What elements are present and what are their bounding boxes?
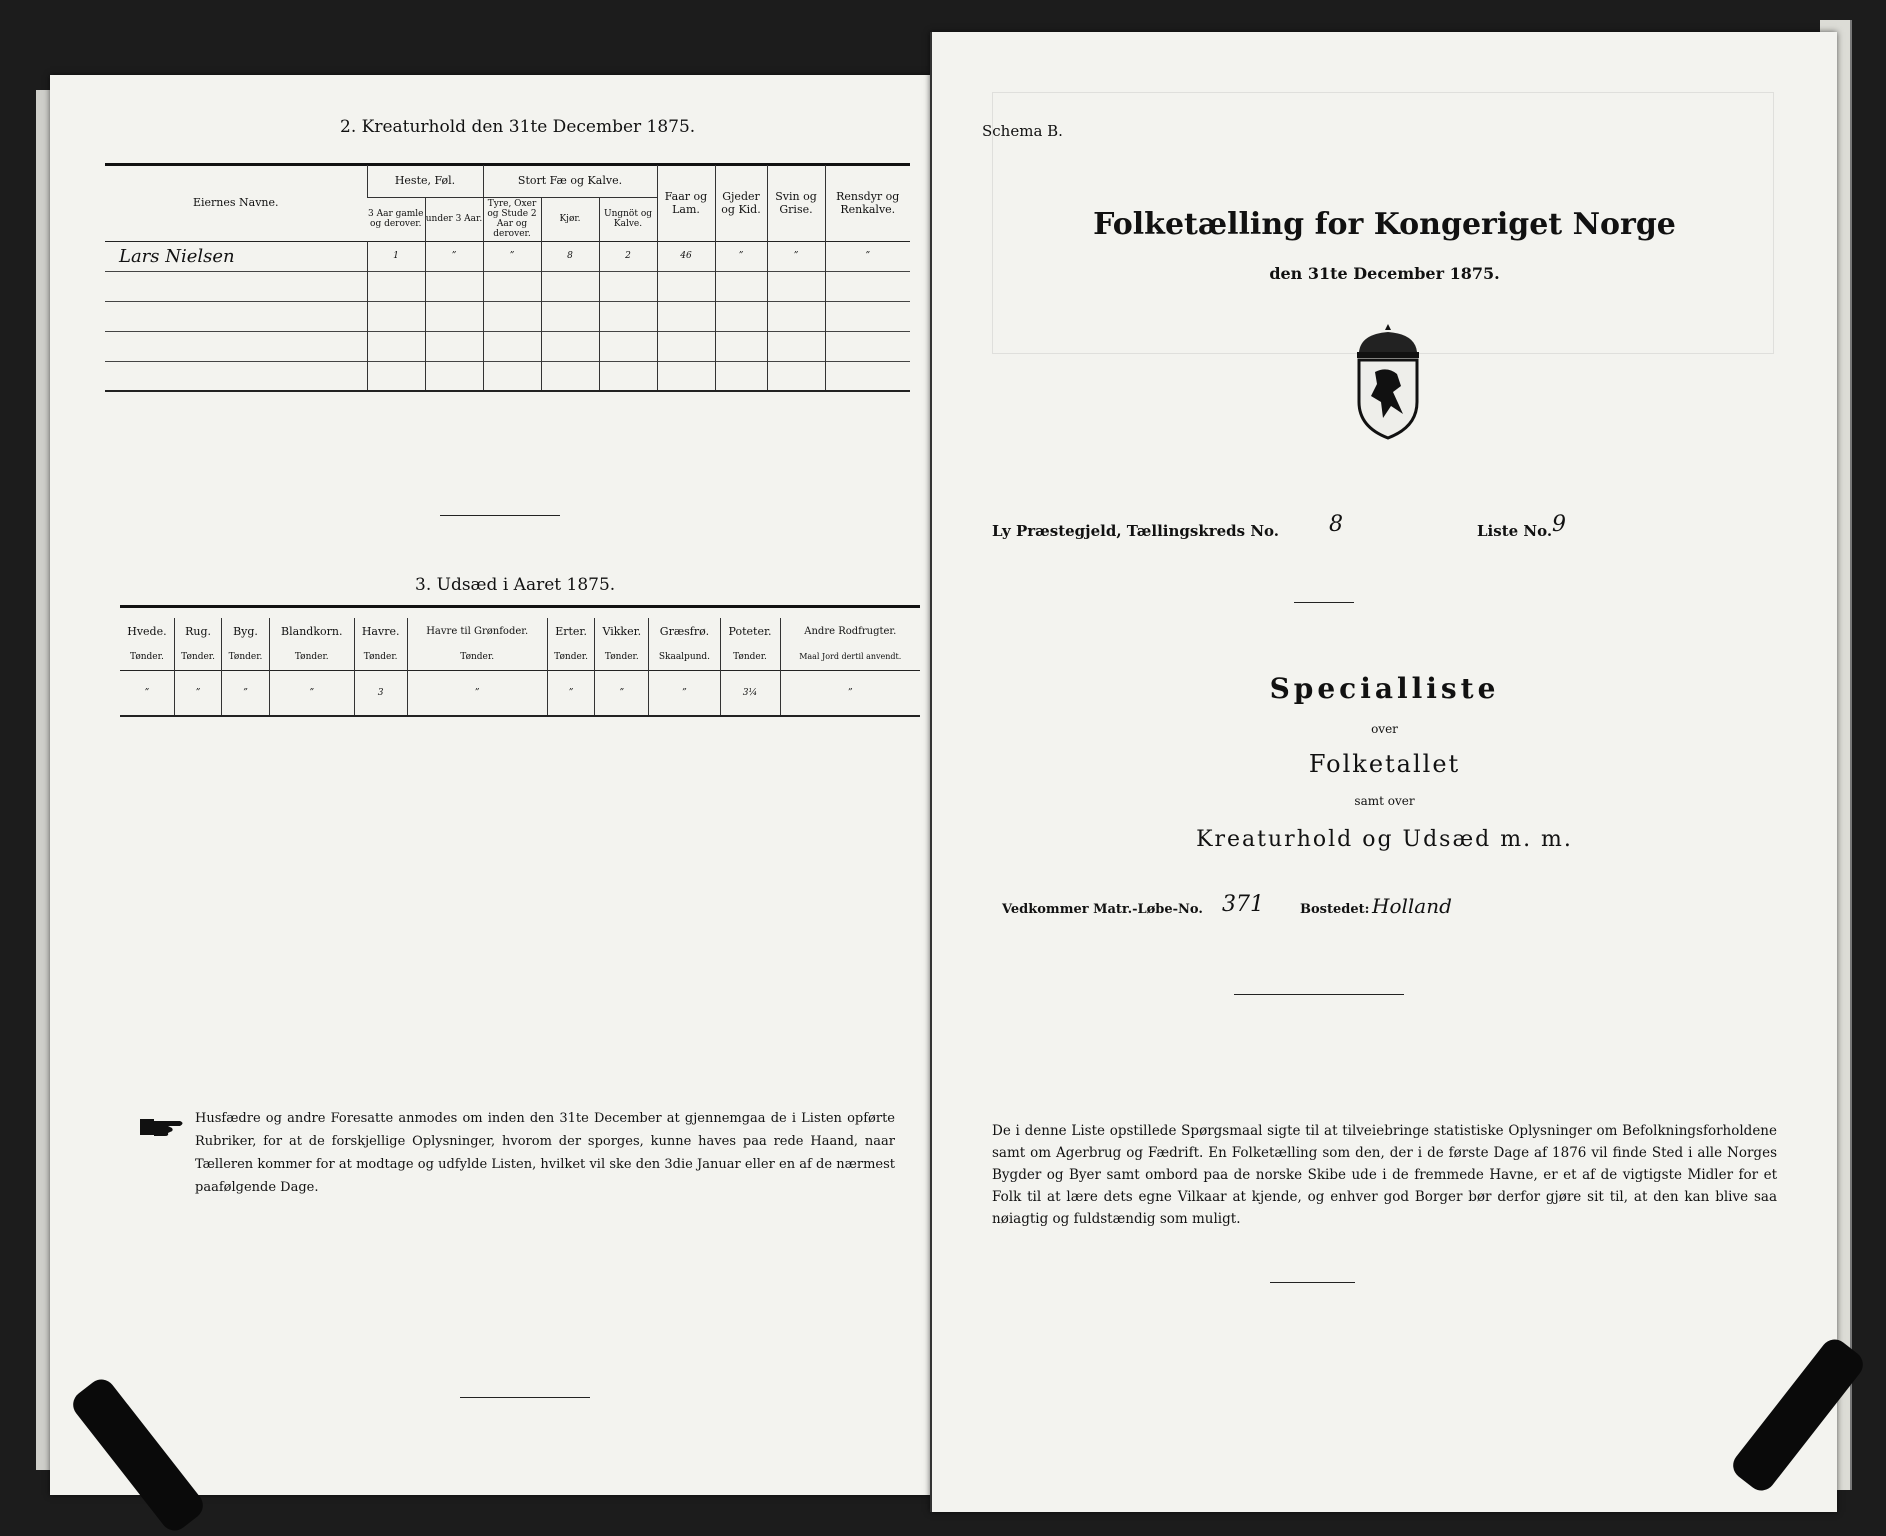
unit-cell: Tønder. xyxy=(354,644,407,670)
green-oats-header: Havre til Grønfoder. xyxy=(407,618,547,644)
unit-cell: Tønder. xyxy=(130,651,164,662)
divider xyxy=(460,1397,590,1398)
matr-label: Vedkommer Matr.-Løbe-No. xyxy=(1002,902,1203,917)
coat-of-arms-icon xyxy=(1347,322,1429,446)
potatoes-header: Poteter. xyxy=(720,618,780,644)
owner-name-header: Eiernes Navne. xyxy=(192,196,279,210)
unit-cell: Tønder. xyxy=(547,644,594,670)
sheep-header: Faar og Lam. xyxy=(657,165,715,241)
section2-title: 2. Kreaturhold den 31te December 1875. xyxy=(340,117,696,137)
liste-number: 9 xyxy=(1552,512,1566,537)
table-cell: 1 xyxy=(367,241,425,271)
reindeer-header: Rensdyr og Renkalve. xyxy=(825,165,910,241)
root-crops-header: Andre Rodfrugter. xyxy=(780,618,920,644)
oats-header: Havre. xyxy=(354,618,407,644)
table-cell: ” xyxy=(595,670,649,716)
over-text: over xyxy=(1371,722,1398,736)
table-cell: ” xyxy=(425,241,483,271)
liste-label: Liste No. xyxy=(1477,522,1553,540)
divider xyxy=(440,515,560,516)
pointing-hand-icon xyxy=(140,1115,186,1143)
table-cell: ” xyxy=(780,670,920,716)
kreaturhold-heading: Kreaturhold og Udsæd m. m. xyxy=(1196,827,1573,852)
unit-cell: Tønder. xyxy=(407,644,547,670)
section3-title: 3. Udsæd i Aaret 1875. xyxy=(415,575,616,595)
rye-header: Rug. xyxy=(174,618,221,644)
table-cell: ” xyxy=(407,670,547,716)
left-page xyxy=(50,75,930,1495)
table-cell: ” xyxy=(222,670,269,716)
table-cell: 3¼ xyxy=(720,670,780,716)
unit-cell: Tønder. xyxy=(222,644,269,670)
horses-group-header: Heste, Føl. xyxy=(367,165,483,197)
census-date: den 31te December 1875. xyxy=(1269,264,1500,283)
peas-header: Erter. xyxy=(547,618,594,644)
table-cell: ” xyxy=(269,670,354,716)
unit-cell: Tønder. xyxy=(174,644,221,670)
unit-cell: Skaalpund. xyxy=(649,644,720,670)
folketallet-heading: Folketallet xyxy=(1308,750,1461,778)
vetch-header: Vikker. xyxy=(595,618,649,644)
table-cell: ” xyxy=(144,687,150,698)
sowing-table xyxy=(120,618,920,717)
unit-cell: Tønder. xyxy=(269,644,354,670)
table-cell: ” xyxy=(483,241,541,271)
bosted-label: Bostedet: xyxy=(1300,902,1370,917)
livestock-table xyxy=(105,165,910,392)
horses-under3-header: under 3 Aar. xyxy=(425,197,483,241)
horses-3yr-header: 3 Aar gamle og derover. xyxy=(368,209,424,229)
table-cell: ” xyxy=(767,241,825,271)
divider xyxy=(1234,994,1404,995)
matr-number: 371 xyxy=(1222,892,1264,917)
notice-text: Husfædre og andre Foresatte anmodes om inden den 31te December at gjennemgaa de i Listen opførte Rubriker, for at de forskjellige Oplysninger, hvorom der sporges, kunne haves paa rede Haand, naar Tælleren kommer for at modtage og udfylde Listen, hvilket vil ske den 3die Januar eller en af de nærmest paafølgende Dage. xyxy=(195,1111,895,1195)
purpose-paragraph: De i denne Liste opstillede Spørgsmaal sigte til at tilveiebringe statistiske Oplysninger om Befolkningsforholdene samt om Agerbrug og Fædrift. En Folketælling som den, der i de første Dage af 1876 vil finde Sted i alle Norges Bygder og Byer samt ombord paa de norske Skibe ude i de fremmede Havne, er et af de vigtigste Midler for et Folk til at lære dets egne Vilkaar at kjende, og enhver god Borger bør derfor gjøre sit til, at den kan blive saa nøiagtig og fuldstændig som muligt. xyxy=(992,1123,1777,1227)
unit-cell: Maal Jord dertil anvendt. xyxy=(780,644,920,670)
unit-cell: Tønder. xyxy=(720,644,780,670)
samt-over-text: samt over xyxy=(1354,794,1415,808)
young-cattle-header: Ungnöt og Kalve. xyxy=(599,197,657,241)
cattle-group-header: Stort Fæ og Kalve. xyxy=(483,165,657,197)
table-cell: ” xyxy=(715,241,767,271)
table-cell: 2 xyxy=(599,241,657,271)
table-cell: 8 xyxy=(541,241,599,271)
pigs-header: Svin og Grise. xyxy=(767,165,825,241)
goats-header: Gjeder og Kid. xyxy=(715,165,767,241)
right-page xyxy=(930,32,1837,1512)
divider xyxy=(1270,1282,1355,1283)
mixed-grain-header: Blandkorn. xyxy=(269,618,354,644)
owner-name-cell: Lars Nielsen xyxy=(119,245,235,267)
barley-header: Byg. xyxy=(222,618,269,644)
divider xyxy=(1294,602,1354,603)
specialliste-heading: Specialliste xyxy=(1269,672,1500,705)
table-cell: ” xyxy=(547,670,594,716)
census-title: Folketælling for Kongeriget Norge xyxy=(1093,207,1676,242)
bulls-header: Tyre, Oxer og Stude 2 Aar og derover. xyxy=(483,197,541,241)
grass-seed-header: Græsfrø. xyxy=(649,618,720,644)
kreds-number: 8 xyxy=(1329,512,1343,537)
cows-header: Kjør. xyxy=(541,197,599,241)
table-cell: ” xyxy=(825,241,910,271)
schema-label: Schema B. xyxy=(982,122,1063,140)
bosted-value: Holland xyxy=(1372,894,1452,918)
unit-cell: Tønder. xyxy=(595,644,649,670)
wheat-header: Hvede. xyxy=(127,624,167,638)
table-cell: ” xyxy=(174,670,221,716)
table-cell: 3 xyxy=(354,670,407,716)
prestegjeld-label: Ly Præstegjeld, Tællingskreds No. xyxy=(992,522,1279,540)
table-cell: 46 xyxy=(657,241,715,271)
table-cell: ” xyxy=(649,670,720,716)
